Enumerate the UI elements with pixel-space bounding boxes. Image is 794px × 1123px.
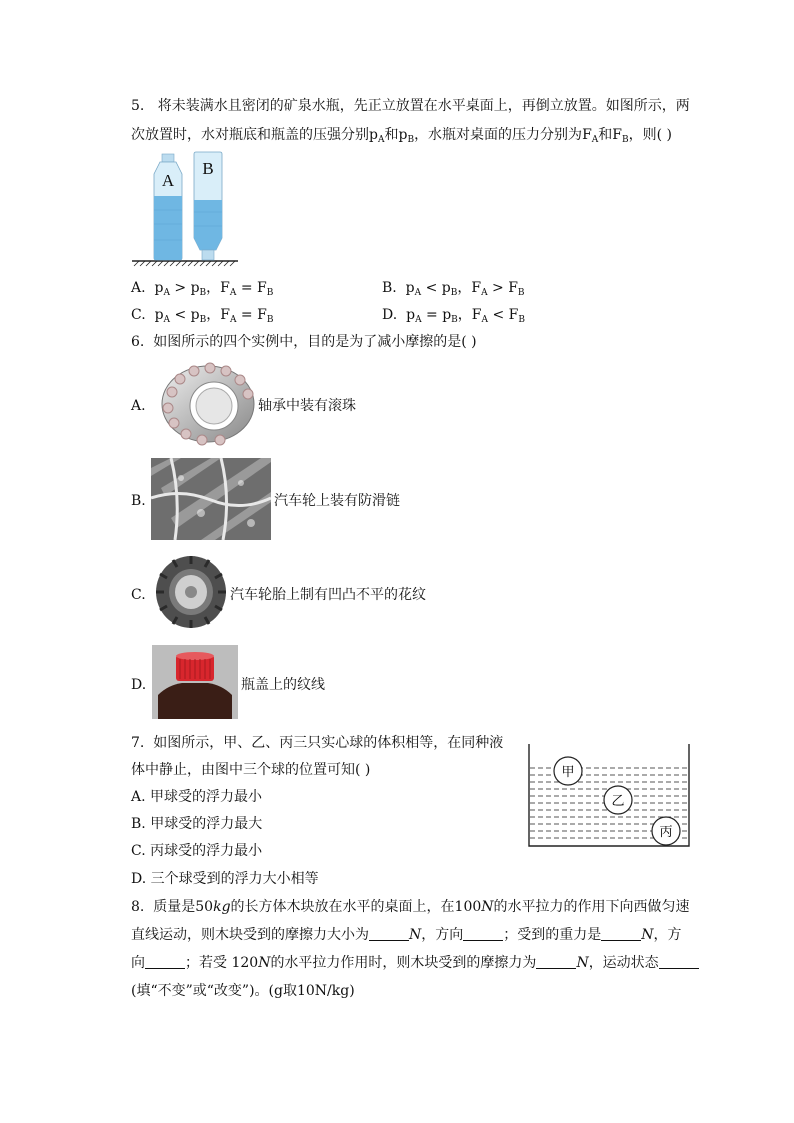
- snow-chain-image: [151, 458, 271, 540]
- q8-text: 的水平拉力作用时，则木块受到的摩擦力为: [270, 955, 537, 971]
- option-letter: C.: [131, 307, 146, 323]
- option-text: 甲球受的浮力最小: [150, 789, 263, 805]
- q7-stem-line1: 如图所示，甲、乙、丙三只实心球的体积相等，在同种液: [153, 735, 504, 751]
- q5-bottles-figure: [130, 150, 240, 270]
- q8-text: 的水平拉力的作用下向西做匀速: [493, 899, 690, 915]
- q8-text: ；若受: [185, 955, 227, 971]
- unit-n: N: [409, 927, 422, 943]
- q5-option-d[interactable]: D. $p_A = p_B$，$F_A < F_B$: [382, 307, 525, 325]
- q8-mass-unit: kg: [213, 899, 231, 915]
- blank-gravity-direction[interactable]: [145, 954, 185, 969]
- q6-stem-text: 如图所示的四个实例中，目的是为了减小摩擦的是( ): [153, 334, 477, 350]
- bottle-a: [154, 154, 182, 260]
- q5-stem-line2a: 次放置时，水对瓶底和瓶盖的压强分别: [131, 127, 369, 143]
- q8-text: ；受到的重力是: [503, 927, 602, 943]
- blank-friction-120[interactable]: [536, 954, 576, 969]
- option-letter: D.: [382, 307, 398, 323]
- q7-option-b[interactable]: [131, 814, 262, 834]
- bearing-image: [152, 362, 256, 446]
- q5-symbols-f: $F_A$和$F_B$: [582, 127, 629, 145]
- q8-text: 的长方体木块放在水平的桌面上，在: [230, 899, 455, 915]
- ball-yi: [604, 786, 632, 814]
- q8-force-unit: N: [258, 955, 271, 971]
- bottle-b: [194, 152, 222, 260]
- ball-jia-label: 甲: [561, 765, 575, 780]
- q6-number: 6.: [131, 334, 145, 350]
- q6-option-b-text: 汽车轮上装有防滑链: [274, 493, 400, 509]
- bottle-a-label: A: [161, 171, 175, 190]
- q6-option-c-text: 汽车轮胎上制有凹凸不平的花纹: [230, 587, 426, 603]
- q6-option-c-letter[interactable]: C.: [131, 587, 146, 603]
- q8-text: 向: [131, 955, 145, 971]
- unit-n: N: [641, 927, 654, 943]
- option-text: 甲球受的浮力最大: [150, 816, 263, 832]
- q8-text: ，方: [653, 927, 682, 943]
- q5-option-c[interactable]: C. $p_A < p_B$，$F_A = F_B$: [131, 307, 274, 325]
- ball-bing-label: 丙: [659, 825, 673, 840]
- bottle-b-label: B: [202, 159, 214, 178]
- q7-option-a[interactable]: [131, 787, 262, 807]
- q8-line3: [131, 953, 699, 973]
- q8-force: 100: [454, 899, 482, 915]
- blank-direction[interactable]: [463, 926, 503, 941]
- q5-stem-line2c: ，则( ): [628, 127, 672, 143]
- q5-line1: [131, 96, 690, 116]
- option-letter: D.: [131, 871, 147, 887]
- q5-stem-line1: 将未装满水且密闭的矿泉水瓶，先正立放置在水平桌面上，再倒立放置。如图所示，两: [157, 98, 690, 114]
- option-text: 丙球受的浮力最小: [150, 843, 263, 859]
- q5-option-a[interactable]: A. $p_A > p_B$，$F_A = F_B$: [131, 280, 274, 298]
- bottle-cap-image: [152, 645, 238, 719]
- q5-symbols-p: $p_A$和$p_B$: [369, 127, 415, 145]
- q7-number: 7.: [131, 735, 145, 751]
- q8-text: 质量是: [153, 899, 196, 915]
- option-letter: A.: [131, 789, 146, 805]
- option-letter: C.: [131, 843, 146, 859]
- q8-force2: 120: [231, 955, 259, 971]
- q7-line1: [131, 733, 503, 753]
- tire-image: [154, 554, 228, 630]
- blank-friction[interactable]: [369, 926, 409, 941]
- q6-option-a-letter[interactable]: A.: [131, 398, 146, 414]
- unit-n: N: [576, 955, 589, 971]
- q8-text: ，方向: [421, 927, 464, 943]
- q8-mass: 50: [195, 899, 214, 915]
- q8-line2: [131, 925, 682, 945]
- q5-stem-line2b: ，水瓶对桌面的压力分别为: [414, 127, 583, 143]
- option-letter: B.: [131, 816, 146, 832]
- q7-line2: 体中静止，由图中三个球的位置可知( ): [131, 762, 371, 778]
- q8-number: 8.: [131, 899, 145, 915]
- ball-bing: [652, 817, 680, 845]
- q5-line2: [131, 125, 672, 150]
- q6-option-b-letter[interactable]: B.: [131, 493, 146, 509]
- blank-gravity[interactable]: [601, 926, 641, 941]
- q5-number: 5.: [131, 98, 145, 114]
- q8-text: 直线运动，则木块受到的摩擦力大小为: [131, 927, 369, 943]
- q6-option-d-letter[interactable]: D.: [131, 677, 147, 693]
- q8-line1: [131, 897, 690, 917]
- q7-option-d[interactable]: [131, 869, 319, 889]
- ball-yi-label: 乙: [611, 794, 625, 809]
- q8-text: ，运动状态: [588, 955, 659, 971]
- q8-force-unit: N: [481, 899, 494, 915]
- q6-option-d-text: 瓶盖上的纹线: [241, 677, 325, 693]
- option-letter: A.: [131, 280, 146, 296]
- option-letter: B.: [382, 280, 397, 296]
- q7-option-c[interactable]: [131, 841, 262, 861]
- ball-jia: [554, 757, 582, 785]
- q6-stem: [131, 332, 477, 352]
- blank-motion-state[interactable]: [659, 954, 699, 969]
- option-text: 三个球受到的浮力大小相等: [150, 871, 319, 887]
- q8-line4: (填“不变”或“改变”)。(g取10N/kg): [131, 983, 355, 999]
- q5-option-b[interactable]: B. $p_A < p_B$，$F_A > F_B$: [382, 280, 525, 298]
- q6-option-a-text: 轴承中装有滚珠: [258, 398, 356, 414]
- liquid-container-figure: [526, 742, 692, 850]
